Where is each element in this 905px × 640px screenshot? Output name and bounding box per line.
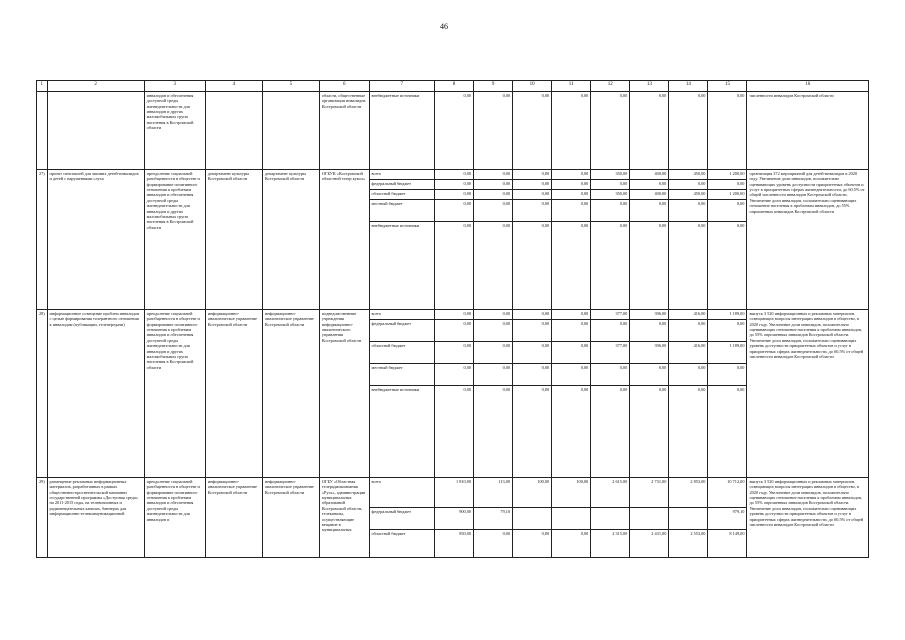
participant: ОГБУ «Областная телерадиокомпания «Русь», администрации муниципальных образований Костромской области, телеканалы, осуществляющие вещание в муниципальных: [319, 478, 369, 558]
funding-source: федеральный бюджет: [369, 508, 434, 530]
amount-cell: 400,00: [630, 190, 669, 200]
amount-cell: 1 810,00: [434, 478, 473, 508]
responsible-executor: департамент культуры Костромской области: [205, 170, 262, 310]
amount-cell: 0,00: [474, 190, 513, 200]
amount-cell: 979,10: [708, 508, 747, 530]
amount-cell: 0,00: [708, 180, 747, 190]
amount-cell: 0,00: [552, 320, 591, 342]
amount-cell: 2 853,00: [669, 478, 708, 508]
amount-cell: 0,00: [669, 92, 708, 170]
row-number: 29): [37, 478, 48, 558]
amount-cell: 0,00: [669, 200, 708, 222]
funding-source: всего: [369, 478, 434, 508]
amount-cell: 0,00: [552, 190, 591, 200]
amount-cell: 0,00: [591, 180, 630, 190]
column-number: 13: [630, 81, 669, 92]
amount-cell: 350,00: [591, 190, 630, 200]
measure-name: [47, 92, 144, 170]
amount-cell: 0,00: [513, 342, 552, 364]
amount-cell: 396,00: [630, 310, 669, 320]
funding-source: внебюджетные источники: [369, 92, 434, 170]
participant: области, общественные организации инвалидов Костромской области: [319, 92, 369, 170]
column-number: 2: [47, 81, 144, 92]
column-number: 10: [513, 81, 552, 92]
amount-cell: 0,00: [474, 200, 513, 222]
amount-cell: 0,00: [434, 386, 473, 478]
amount-cell: 0,00: [434, 170, 473, 180]
amount-cell: 0,00: [474, 92, 513, 170]
measure-name: проект спектаклей для лишних детей-инвалидов и детей с нарушениями слуха: [47, 170, 144, 310]
amount-cell: 1 200,00: [708, 170, 747, 180]
amount-cell: 0,00: [474, 170, 513, 180]
amount-cell: 2 731,00: [630, 478, 669, 508]
measure-goal: инвалидов и обеспечения доступной среды жизнедеятельности для инвалидов и других маломобильных групп населения в Костромской области: [144, 92, 205, 170]
co-executor: информационно-аналитическое управление Костромской области: [262, 478, 319, 558]
column-number: 4: [205, 81, 262, 92]
amount-cell: 850,00: [434, 530, 473, 558]
amount-cell: 0,00: [591, 200, 630, 222]
amount-cell: 0,00: [552, 170, 591, 180]
amount-cell: 1 189,00: [708, 310, 747, 320]
amount-cell: 2 315,00: [591, 530, 630, 558]
amount-cell: 0,00: [434, 180, 473, 190]
amount-cell: 0,00: [552, 530, 591, 558]
amount-cell: 0,00: [513, 190, 552, 200]
header-row: [37, 81, 869, 92]
amount-cell: 2 431,00: [630, 530, 669, 558]
amount-cell: 450,00: [669, 190, 708, 200]
column-number: 6: [319, 81, 369, 92]
amount-cell: 0,00: [434, 310, 473, 320]
amount-cell: 350,00: [591, 170, 630, 180]
amount-cell: 0,00: [434, 190, 473, 200]
amount-cell: 113,00: [474, 478, 513, 508]
column-number: 15: [708, 81, 747, 92]
amount-cell: 0,00: [513, 310, 552, 320]
amount-cell: 416,00: [669, 310, 708, 320]
amount-cell: 0,00: [591, 364, 630, 386]
column-number: 16: [747, 81, 869, 92]
amount-cell: 450,00: [669, 170, 708, 180]
responsible-executor: [205, 92, 262, 170]
amount-cell: 0,00: [591, 92, 630, 170]
measure-goal: преодоление социальной разобщенности в обществе и формирование позитивного отношения к проблемам инвалидов и обеспечения доступной среды жизнедеятельности для инвалидов и других маломобильных групп населения в Костромской области: [144, 170, 205, 310]
amount-cell: 0,00: [513, 320, 552, 342]
amount-cell: 0,00: [708, 320, 747, 342]
funding-source: федеральный бюджет: [369, 180, 434, 190]
amount-cell: 0,00: [513, 200, 552, 222]
amount-cell: 0,00: [474, 180, 513, 190]
amount-cell: 0,00: [630, 180, 669, 190]
amount-cell: 0,00: [708, 200, 747, 222]
funding-source: областной бюджет: [369, 190, 434, 200]
participant: подведомственные учреждения информационно-аналитического управления Костромской области: [319, 310, 369, 478]
table-row: [37, 310, 869, 320]
funding-source: местный бюджет: [369, 200, 434, 222]
amount-cell: 0,00: [434, 222, 473, 310]
row-number: 28): [37, 310, 48, 478]
column-number: 8: [434, 81, 473, 92]
amount-cell: 0,00: [474, 386, 513, 478]
funding-source: федеральный бюджет: [369, 320, 434, 342]
column-number: 5: [262, 81, 319, 92]
responsible-executor: информационно-аналитическое управление Костромской области: [205, 478, 262, 558]
amount-cell: 0,00: [552, 200, 591, 222]
co-executor: информационно-аналитическое управление Костромской области: [262, 310, 319, 478]
amount-cell: 79,10: [474, 508, 513, 530]
amount-cell: [630, 508, 669, 530]
funding-source: внебюджетные источники: [369, 222, 434, 310]
table-row: [37, 478, 869, 508]
amount-cell: 396,00: [630, 342, 669, 364]
expected-result: организация 372 мероприятий для детей-инвалидов в 2020 году. Увеличение доли инвалидов, положительно оценивающих уровень доступности приоритетных объектов и услуг в приоритетных сферах жизнедеятельности, до 60,5% от общей численности инвалидов Костромской области. Увеличение доли инвалидов, положительно оценивающих отношение населения к проблемам инвалидов, до 55% опрошенных инвалидов Костромской области: [747, 170, 869, 310]
amount-cell: 1 189,00: [708, 342, 747, 364]
column-number: 3: [144, 81, 205, 92]
amount-cell: 0,00: [669, 386, 708, 478]
column-number: 1: [37, 81, 48, 92]
amount-cell: 0,00: [513, 364, 552, 386]
amount-cell: 8 149,00: [708, 530, 747, 558]
amount-cell: 100,00: [552, 478, 591, 508]
column-number: 12: [591, 81, 630, 92]
amount-cell: 377,00: [591, 310, 630, 320]
funding-source: всего: [369, 170, 434, 180]
column-number: 7: [369, 81, 434, 92]
amount-cell: 0,00: [552, 180, 591, 190]
funding-source: областной бюджет: [369, 342, 434, 364]
amount-cell: 0,00: [474, 530, 513, 558]
measure-goal: преодоление социальной разобщенности в обществе и формирование позитивного отношения к проблемам инвалидов и обеспечения доступной среды жизнедеятельности для инвалидов и других маломобильных групп населения в Костромской области: [144, 310, 205, 478]
expected-result: численности инвалидов Костромской области: [747, 92, 869, 170]
co-executor: департамент культуры Костромской области: [262, 170, 319, 310]
amount-cell: 0,00: [552, 310, 591, 320]
amount-cell: [669, 508, 708, 530]
amount-cell: 0,00: [434, 364, 473, 386]
amount-cell: 0,00: [630, 320, 669, 342]
amount-cell: 400,00: [630, 170, 669, 180]
amount-cell: 0,00: [513, 180, 552, 190]
amount-cell: 0,00: [552, 364, 591, 386]
amount-cell: 0,00: [552, 92, 591, 170]
amount-cell: 0,00: [474, 342, 513, 364]
amount-cell: 0,00: [669, 364, 708, 386]
amount-cell: 0,00: [669, 222, 708, 310]
amount-cell: 0,00: [591, 222, 630, 310]
amount-cell: 0,00: [474, 222, 513, 310]
amount-cell: 0,00: [434, 320, 473, 342]
amount-cell: [552, 508, 591, 530]
participant: ОГБУК «Костромской областной театр кукол»: [319, 170, 369, 310]
amount-cell: [591, 508, 630, 530]
amount-cell: 0,00: [513, 530, 552, 558]
column-number: 9: [474, 81, 513, 92]
amount-cell: 0,00: [669, 320, 708, 342]
column-number: 11: [552, 81, 591, 92]
amount-cell: 1 200,00: [708, 190, 747, 200]
amount-cell: 900,00: [434, 508, 473, 530]
amount-cell: 0,00: [630, 200, 669, 222]
amount-cell: 0,00: [474, 310, 513, 320]
row-number: [37, 92, 48, 170]
amount-cell: 0,00: [434, 200, 473, 222]
co-executor: [262, 92, 319, 170]
amount-cell: 0,00: [552, 342, 591, 364]
funding-source: областной бюджет: [369, 530, 434, 558]
amount-cell: 2 553,00: [669, 530, 708, 558]
amount-cell: 0,00: [630, 222, 669, 310]
table-row: [37, 170, 869, 180]
page-number: 46: [440, 22, 448, 31]
amount-cell: 0,00: [630, 92, 669, 170]
amount-cell: 377,00: [591, 342, 630, 364]
amount-cell: 416,00: [669, 342, 708, 364]
amount-cell: 0,00: [434, 92, 473, 170]
amount-cell: 0,00: [669, 180, 708, 190]
column-number: 14: [669, 81, 708, 92]
measure-name: размещение рекламных информационных материалов, разработанных в рамках общественно-просветительской кампании государственной программы «Доступная среда» на 2011-2015 годы, на телевизионных и радиовещательных каналах, баннерах для информационно-телекоммуникационной: [47, 478, 144, 558]
amount-cell: 0,00: [591, 320, 630, 342]
funding-source: внебюджетные источники: [369, 386, 434, 478]
amount-cell: 0,00: [708, 386, 747, 478]
measure-goal: преодоление социальной разобщенности в обществе и формирование позитивного отношения к проблемам инвалидов и обеспечения доступной среды жизнедеятельности для инвалидов и: [144, 478, 205, 558]
amount-cell: 0,00: [513, 222, 552, 310]
amount-cell: 0,00: [474, 364, 513, 386]
row-number: 27): [37, 170, 48, 310]
expected-result: выпуск 3 520 информационных и рекламных материалов, освещающих вопросы интеграции инвалидов в общество, в 2020 году. Увеличение доли инвалидов, положительно оценивающих отношение населения к проблемам инвалидов, до 55% опрошенных инвалидов Костромской области. Увеличение доли инвалидов, положительно оценивающих уровень доступности приоритетных объектов и услуг в приоритетных сферах жизнедеятельности, до 60,5% от общей численности инвалидов Костромской области: [747, 478, 869, 558]
amount-cell: 0,00: [513, 170, 552, 180]
amount-cell: 0,00: [513, 386, 552, 478]
funding-source: местный бюджет: [369, 364, 434, 386]
amount-cell: 0,00: [630, 386, 669, 478]
amount-cell: 100,00: [513, 478, 552, 508]
responsible-executor: информационно-аналитическое управление Костромской области: [205, 310, 262, 478]
amount-cell: 0,00: [708, 222, 747, 310]
amount-cell: 0,00: [552, 386, 591, 478]
program-table: [36, 80, 869, 558]
amount-cell: 0,00: [708, 364, 747, 386]
amount-cell: 2 615,00: [591, 478, 630, 508]
table-row: [37, 92, 869, 170]
amount-cell: 0,00: [630, 364, 669, 386]
amount-cell: [513, 508, 552, 530]
amount-cell: 0,00: [513, 92, 552, 170]
amount-cell: 0,00: [434, 342, 473, 364]
expected-result: выпуск 3 520 информационных и рекламных материалов, освещающих вопросы интеграции инвалидов в общество, в 2020 году. Увеличение доли инвалидов, положительно оценивающих отношение населения к проблемам инвалидов, до 55% опрошенных инвалидов Костромской области. Увеличение доли инвалидов, положительно оценивающих уровень доступности приоритетных объектов и услуг в приоритетных сферах жизнедеятельности, до 60,5% от общей численности инвалидов Костромской области: [747, 310, 869, 478]
measure-name: информационное освещение проблем инвалидов с целью формирования толерантного отношения к инвалидам (публикации, телепередачи): [47, 310, 144, 478]
amount-cell: 0,00: [591, 386, 630, 478]
funding-source: всего: [369, 310, 434, 320]
amount-cell: 0,00: [708, 92, 747, 170]
amount-cell: 0,00: [552, 222, 591, 310]
amount-cell: 0,00: [474, 320, 513, 342]
amount-cell: 10 712,00: [708, 478, 747, 508]
